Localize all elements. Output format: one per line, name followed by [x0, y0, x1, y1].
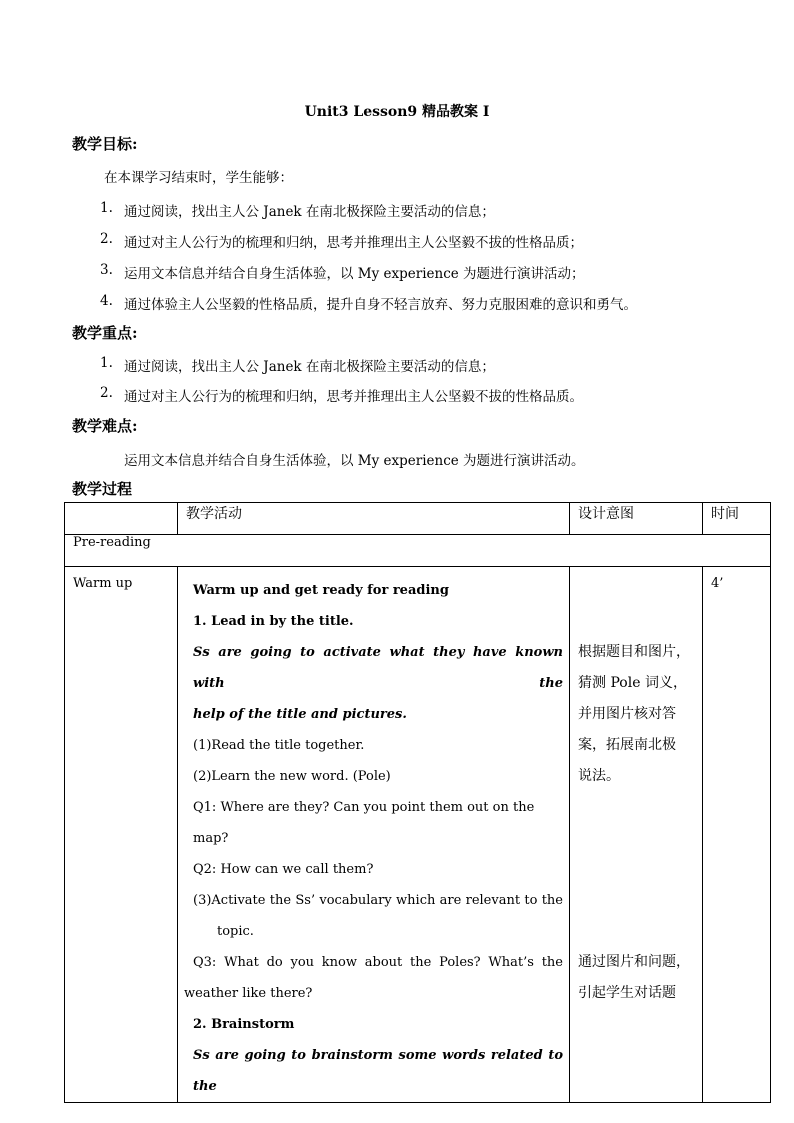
header-cell [65, 503, 178, 535]
goal-item: 运用文本信息并结合自身生活体验，以 My experience 为题进行演讲活动； [124, 266, 585, 282]
goals-heading: 教学目标: [72, 135, 138, 153]
time-cell [703, 567, 771, 1103]
goal-item: 通过阅读，找出主人公 Janek 在南北极探险主要活动的信息； [124, 204, 495, 220]
intent-line [578, 575, 696, 606]
goal-number: 4. [100, 293, 113, 309]
goal-number: 1. [100, 200, 113, 216]
goal-number: 2. [100, 231, 113, 247]
activity-line: Q2: How can we call them? [193, 862, 374, 877]
header-time: 时间 [711, 506, 739, 522]
goal-item: 通过对主人公行为的梳理和归纳，思考并推理出主人公坚毅不拔的性格品质； [124, 235, 583, 251]
intent-line: 说法。 [578, 768, 620, 784]
difficulties-text: 运用文本信息并结合自身生活体验，以 My experience 为题进行演讲活动。 [124, 453, 585, 469]
table-row [65, 567, 771, 1103]
stage-row [65, 535, 771, 567]
intent-line: 猜测 Pole 词义， [578, 675, 687, 691]
intent-line: 引起学生对话题 [578, 985, 676, 1001]
activity-line: (2)Learn the new word. (Pole) [193, 769, 391, 784]
activity-line: 2. Brainstorm [193, 1017, 295, 1032]
intent-line [578, 823, 696, 854]
intent-line [578, 606, 696, 637]
intent-line: 根据题目和图片， [578, 644, 690, 660]
time-value: 4’ [711, 576, 724, 591]
intent-line: 案，拓展南北极 [578, 737, 676, 753]
key-point-number: 1. [100, 355, 113, 371]
intent-line: 并用图片核对答 [578, 706, 676, 722]
intent-line [578, 885, 696, 916]
header-cell [703, 503, 771, 535]
stage-label: Pre-reading [73, 535, 151, 550]
key-point-item: 通过阅读，找出主人公 Janek 在南北极探险主要活动的信息； [124, 359, 495, 375]
activity-line: weather like there? [184, 986, 313, 1001]
activity-line: help of the title and pictures. [193, 707, 407, 722]
intent-line [578, 792, 696, 823]
header-activity: 教学活动 [186, 506, 242, 522]
activity-line: Ss are going to activate what they have known with the [193, 645, 563, 691]
key-points-heading: 教学重点: [72, 324, 138, 342]
header-intent: 设计意图 [578, 506, 634, 522]
goals-intro: 在本课学习结束时，学生能够： [104, 170, 293, 186]
header-cell [570, 503, 703, 535]
intent-line [578, 916, 696, 947]
row-label-cell [65, 567, 178, 1103]
activity-line: Ss are going to brainstorm some words related to the [193, 1048, 563, 1094]
activity-line: 1. Lead in by the title. [193, 614, 354, 629]
key-point-item: 通过对主人公行为的梳理和归纳，思考并推理出主人公坚毅不拔的性格品质。 [124, 389, 583, 405]
header-cell [178, 503, 570, 535]
intent-line [578, 854, 696, 885]
activity-line: topic. [217, 924, 254, 939]
row-label: Warm up [73, 576, 133, 591]
activity-line: Warm up and get ready for reading [193, 583, 449, 598]
activity-line: (1)Read the title together. [193, 738, 365, 753]
activity-cell [178, 567, 570, 1103]
intent-cell [570, 567, 703, 1103]
activity-line: Q1: Where are they? Can you point them out on the map? [193, 800, 535, 846]
intent-line: 通过图片和问题， [578, 954, 690, 970]
table-header-row [65, 503, 771, 535]
stage-cell [65, 535, 771, 567]
key-point-number: 2. [100, 385, 113, 401]
process-heading: 教学过程 [72, 480, 133, 498]
page-title: Unit3 Lesson9 精品教案 I [304, 104, 490, 120]
goal-number: 3. [100, 262, 113, 278]
process-table [64, 502, 771, 1103]
difficulties-heading: 教学难点: [72, 417, 138, 435]
goal-item: 通过体验主人公坚毅的性格品质，提升自身不轻言放弃、努力克服困难的意识和勇气。 [124, 297, 637, 313]
activity-line: (3)Activate the Ss’ vocabulary which are relevant to the [193, 893, 563, 908]
activity-line: Q3: What do you know about the Poles? What’s the [193, 955, 563, 970]
